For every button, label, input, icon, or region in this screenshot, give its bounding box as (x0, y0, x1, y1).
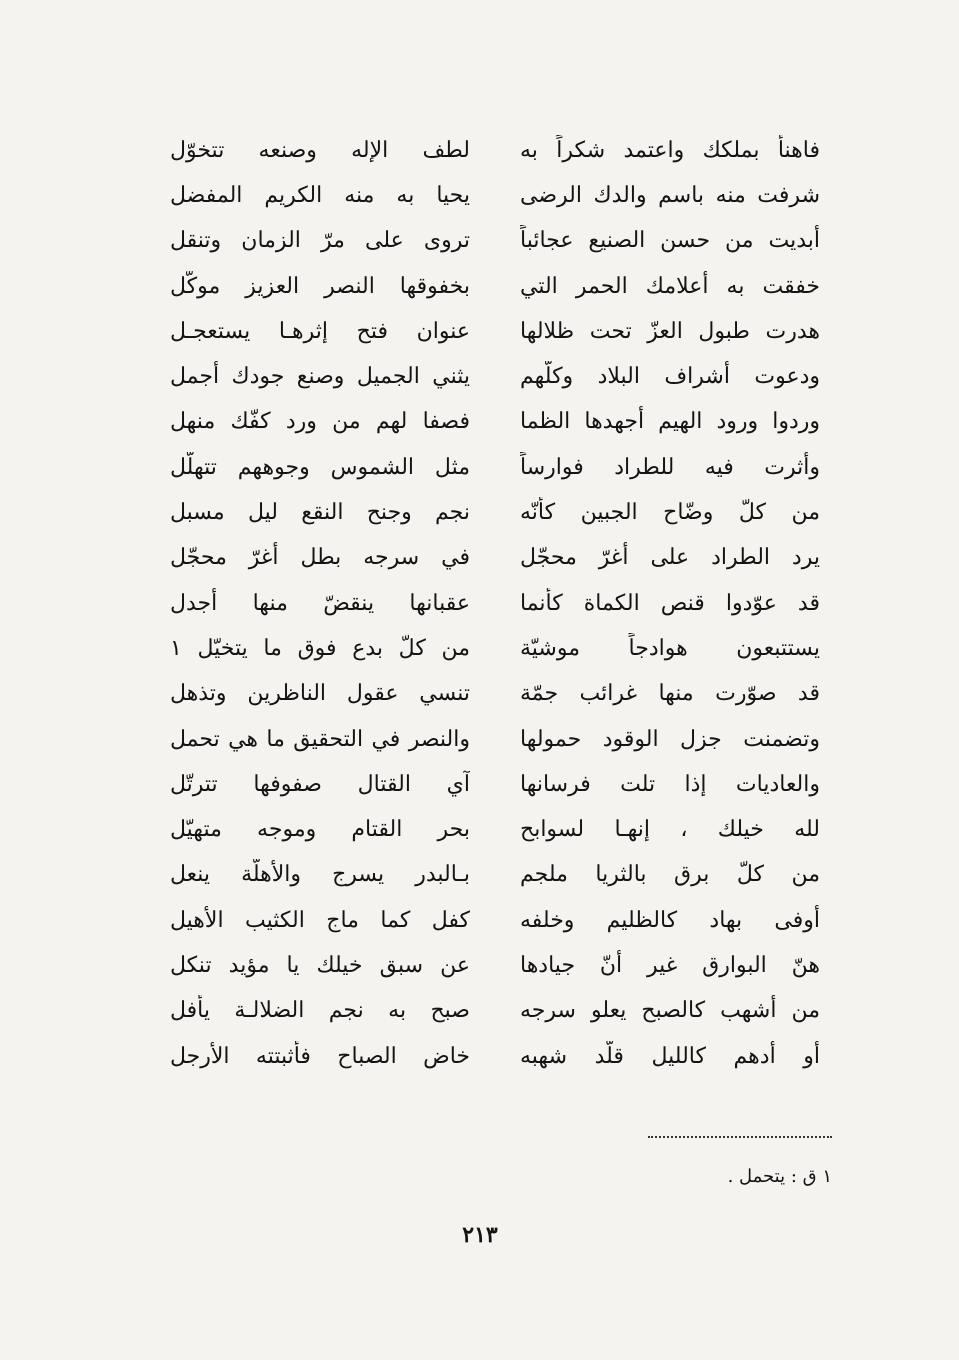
first-hemistich: فاهنأ بملكك واعتمد شكراً به (520, 137, 820, 163)
verse (170, 717, 820, 762)
second-hemistich: عنوان فتح إثرهـا يستعجـل (170, 318, 470, 344)
verse (170, 943, 820, 988)
verse (170, 445, 820, 490)
first-hemistich: ودعوت أشراف البلاد وكلّهم (520, 364, 820, 390)
second-hemistich: تروى على مرّ الزمان وتنقل (170, 228, 470, 254)
second-hemistich: لطف الإله وصنعه تتخوّل (170, 137, 470, 163)
verse (170, 354, 820, 399)
verse (170, 1034, 820, 1079)
second-hemistich: نجم وجنح النقع ليل مسبل (170, 500, 470, 526)
second-hemistich: فصفا لهم من ورد كفّك منهل (170, 409, 470, 435)
first-hemistich: هنّ البوارق غير أنّ جيادها (520, 952, 820, 978)
poem (170, 128, 820, 1079)
verse (170, 536, 820, 581)
verse (170, 989, 820, 1034)
first-hemistich: والعاديات إذا تلت فرسانها (520, 771, 820, 797)
second-hemistich: مثل الشموس وجوههم تتهلّل (170, 454, 470, 480)
first-hemistich: هدرت طبول العزّ تحت ظلالها (520, 318, 820, 344)
verse (170, 219, 820, 264)
second-hemistich: بخفوقها النصر العزيز موكّل (170, 273, 470, 299)
first-hemistich: وأثرت فيه للطراد فوارساً (520, 454, 820, 480)
first-hemistich: من كلّ برق بالثريا ملجم (520, 862, 820, 888)
verse (170, 490, 820, 535)
verse (170, 853, 820, 898)
second-hemistich: صبح به نجم الضلالـة يأفل (170, 998, 470, 1024)
first-hemistich: من أشهب كالصبح يعلو سرجه (520, 998, 820, 1024)
first-hemistich: من كلّ وضّاح الجبين كأنّه (520, 500, 820, 526)
verse (170, 807, 820, 852)
second-hemistich: عن سبق خيلك يا مؤيد تنكل (170, 952, 470, 978)
first-hemistich: أوفى بهاد كالظليم وخلفه (520, 907, 820, 933)
first-hemistich: خفقت به أعلامك الحمر التي (520, 273, 820, 299)
first-hemistich: قد عوّدوا قنص الكماة كأنما (520, 590, 820, 616)
first-hemistich: لله خيلك ، إنهـا لسوابح (520, 817, 820, 843)
verse (170, 898, 820, 943)
second-hemistich: من كلّ بدع فوق ما يتخيّل ١ (170, 635, 470, 661)
verse (170, 762, 820, 807)
verse (170, 128, 820, 173)
second-hemistich: تنسي عقول الناظرين وتذهل (170, 681, 470, 707)
verse (170, 309, 820, 354)
verse (170, 672, 820, 717)
second-hemistich: في سرجه بطل أغرّ محجّل (170, 545, 470, 571)
second-hemistich: بـالبدر يسرج والأهلّة ينعل (170, 862, 470, 888)
footnote-separator (648, 1136, 832, 1138)
second-hemistich: بحر القتام وموجه متهيّل (170, 817, 470, 843)
second-hemistich: يثني الجميل وصنع جودك أجمل (170, 364, 470, 390)
verse (170, 264, 820, 309)
first-hemistich: وتضمنت جزل الوقود حمولها (520, 726, 820, 752)
second-hemistich: آي القتال صفوفها تترتّل (170, 771, 470, 797)
first-hemistich: يرد الطراد على أغرّ محجّل (520, 545, 820, 571)
verse (170, 626, 820, 671)
first-hemistich: أو أدهم كالليل قلّد شهبه (520, 1043, 820, 1069)
first-hemistich: يستتبعون هوادجاً موشيّة (520, 635, 820, 661)
first-hemistich: وردوا ورود الهيم أجهدها الظما (520, 409, 820, 435)
second-hemistich: والنصر في التحقيق ما هي تحمل (170, 726, 470, 752)
verse (170, 173, 820, 218)
first-hemistich: أبديت من حسن الصنيع عجائباً (520, 228, 820, 254)
second-hemistich: يحيا به منه الكريم المفضل (170, 182, 470, 208)
second-hemistich: عقبانها ينقضّ منها أجدل (170, 590, 470, 616)
second-hemistich: كفل كما ماج الكثيب الأهيل (170, 907, 470, 933)
verse (170, 400, 820, 445)
first-hemistich: شرفت منه باسم والدك الرضى (520, 182, 820, 208)
footnote: ١ ق : يتحمل . (727, 1166, 832, 1187)
page-number: ٢١٣ (462, 1222, 498, 1248)
first-hemistich: قد صوّرت منها غرائب جمّة (520, 681, 820, 707)
second-hemistich: خاض الصباح فأثبتته الأرجل (170, 1043, 470, 1069)
verse (170, 581, 820, 626)
